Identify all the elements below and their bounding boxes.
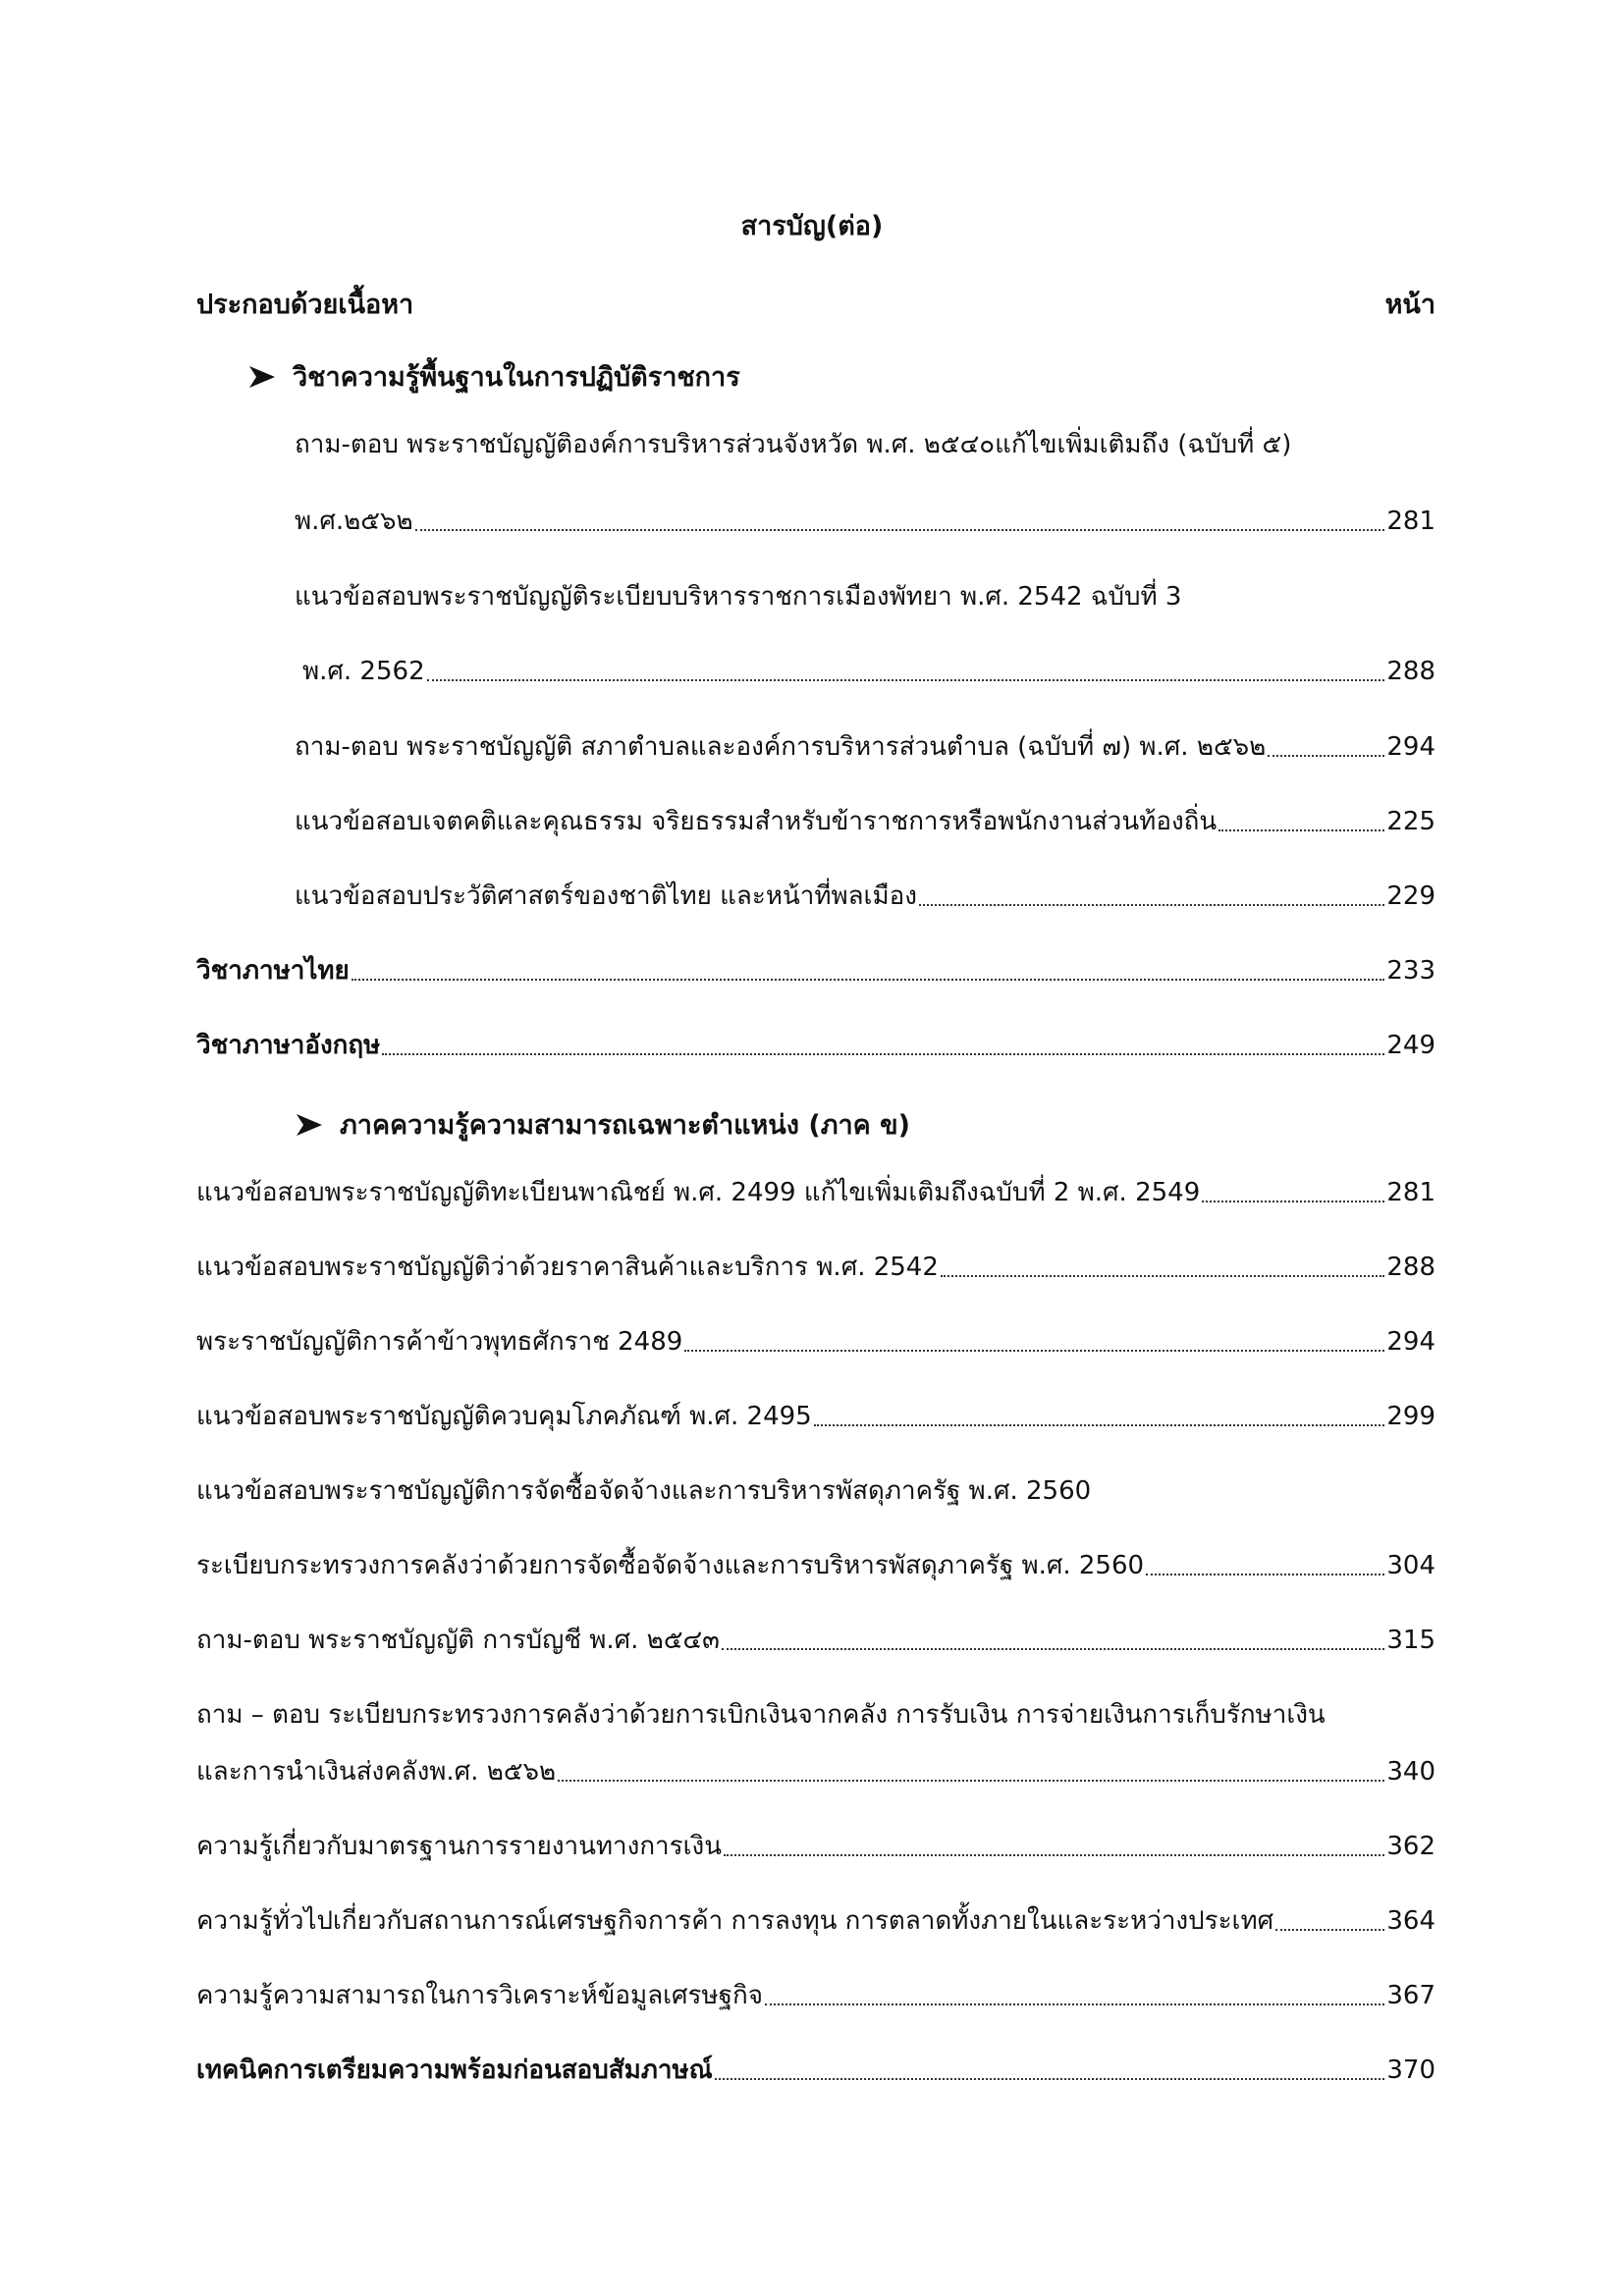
toc-entry[interactable] [196, 1977, 1435, 2014]
toc-entry-thai[interactable] [196, 952, 1435, 989]
leader-dots [814, 1424, 1385, 1426]
content-header: ประกอบด้วยเนื้อหา [196, 290, 414, 320]
section-heading-position-knowledge [295, 1103, 910, 1146]
toc-entry-text: ความรู้ทั่วไปเกี่ยวกับสถานการณ์เศรษฐกิจการค้า การลงทุน การตลาดทั้งภายในและระหว่างประเทศ [196, 1906, 1274, 1936]
toc-page-number: 294 [1386, 1327, 1435, 1357]
leader-dots [427, 679, 1385, 681]
toc-entry-text: วิชาภาษาไทย [196, 956, 350, 986]
page-title: สารบัญ(ต่อ) [740, 211, 884, 241]
toc-page-number: 225 [1386, 807, 1435, 836]
toc-entry-text: แนวข้อสอบเจตคติและคุณธรรม จริยธรรมสำหรับข้าราชการหรือพนักงานส่วนท้องถิ่น [295, 807, 1218, 836]
toc-entry-interview[interactable] [196, 2052, 1435, 2089]
toc-entry[interactable] [196, 1622, 1435, 1659]
toc-page-number: 367 [1386, 1981, 1435, 2010]
toc-entry-text: เทคนิคการเตรียมความพร้อมก่อนสอบสัมภาษณ์ [196, 2056, 713, 2085]
arrow-bullet-icon [247, 364, 277, 390]
toc-entry-line1: แนวข้อสอบพระราชบัญญัติระเบียบบริหารราชการเมืองพัทยา พ.ศ. 2542 ฉบับที่ 3 [295, 582, 1182, 612]
toc-page-number: 233 [1386, 956, 1435, 986]
toc-entry[interactable] [196, 1174, 1435, 1211]
toc-entry[interactable] [196, 1398, 1435, 1435]
toc-page-number: 249 [1386, 1031, 1435, 1060]
leader-dots [765, 2003, 1384, 2005]
toc-entry-text: ระเบียบกระทรวงการคลังว่าด้วยการจัดซื้อจัดจ้างและการบริหารพัสดุภาครัฐ พ.ศ. 2560 [196, 1551, 1145, 1580]
toc-entry-english[interactable] [196, 1027, 1435, 1064]
toc-header [196, 283, 1435, 325]
toc-entry-text: ถาม-ตอบ พระราชบัญญัติ การบัญชี พ.ศ. ๒๕๔๓ [196, 1626, 720, 1655]
toc-entry-line1: ถาม-ตอบ พระราชบัญญัติองค์การบริหารส่วนจังหวัด พ.ศ. ๒๕๔๐แก้ไขเพิ่มเติมถึง (ฉบับที่ ๕) [295, 430, 1292, 459]
leader-dots [724, 1854, 1384, 1856]
toc-page-number: 281 [1386, 1178, 1435, 1207]
toc-entry-line1: แนวข้อสอบพระราชบัญญัติการจัดซื้อจัดจ้างและการบริหารพัสดุภาครัฐ พ.ศ. 2560 [196, 1476, 1092, 1506]
leader-dots [1146, 1574, 1384, 1575]
leader-dots [684, 1350, 1384, 1352]
section-heading-text: ภาคความรู้ความสามารถเฉพาะตำแหน่ง (ภาค ข) [340, 1110, 910, 1141]
toc-page-number: 288 [1386, 657, 1435, 686]
toc-entry-text: ความรู้ความสามารถในการวิเคราะห์ข้อมูลเศรษฐกิจ [196, 1981, 763, 2010]
leader-dots [722, 1648, 1384, 1650]
leader-dots [352, 979, 1385, 981]
toc-entry-text: ถาม-ตอบ พระราชบัญญัติ สภาตำบลและองค์การบริหารส่วนตำบล (ฉบับที่ ๗) พ.ศ. ๒๕๖๒ [295, 732, 1267, 762]
leader-dots [1202, 1201, 1384, 1202]
leader-dots [919, 904, 1384, 906]
toc-entry-text: และการนำเงินส่งคลังพ.ศ. ๒๕๖๒ [196, 1757, 557, 1787]
toc-entry[interactable] [295, 803, 1435, 840]
toc-entry[interactable] [196, 1547, 1435, 1584]
toc-page-number: 304 [1386, 1551, 1435, 1580]
arrow-bullet-icon [295, 1112, 324, 1138]
toc-entry[interactable] [196, 1323, 1435, 1361]
toc-page-number: 281 [1386, 507, 1435, 536]
toc-entry-text: แนวข้อสอบพระราชบัญญัติว่าด้วยราคาสินค้าและบริการ พ.ศ. 2542 [196, 1253, 939, 1282]
toc-entry-text: พ.ศ.๒๕๖๒ [295, 507, 413, 536]
leader-dots [715, 2078, 1385, 2080]
leader-dots [1218, 829, 1384, 831]
toc-page-number: 299 [1386, 1402, 1435, 1431]
toc-page-number: 315 [1386, 1626, 1435, 1655]
toc-entry-text: พ.ศ. 2562 [302, 657, 425, 686]
leader-dots [558, 1780, 1384, 1782]
toc-entry[interactable] [196, 1753, 1435, 1790]
toc-entry[interactable] [196, 1902, 1435, 1940]
leader-dots [1268, 755, 1384, 757]
toc-entry-line1: ถาม – ตอบ ระเบียบกระทรวงการคลังว่าด้วยการเบิกเงินจากคลัง การรับเงิน การจ่ายเงินการเก็บรักษาเงิน [196, 1700, 1326, 1730]
toc-page-number: 362 [1386, 1832, 1435, 1861]
toc-entry[interactable] [295, 503, 1435, 540]
section-heading-text: วิชาความรู้พื้นฐานในการปฏิบัติราชการ [293, 362, 740, 393]
leader-dots [941, 1275, 1384, 1277]
toc-page-number: 288 [1386, 1253, 1435, 1282]
leader-dots [415, 529, 1385, 531]
toc-entry-text: วิชาภาษาอังกฤษ [196, 1031, 381, 1060]
toc-entry[interactable] [302, 653, 1435, 690]
toc-entry-text: แนวข้อสอบพระราชบัญญัติทะเบียนพาณิชย์ พ.ศ. 2499 แก้ไขเพิ่มเติมถึงฉบับที่ 2 พ.ศ. 2549 [196, 1178, 1201, 1207]
toc-entry[interactable] [295, 878, 1435, 915]
toc-entry-text: ความรู้เกี่ยวกับมาตรฐานการรายงานทางการเงิน [196, 1832, 722, 1861]
toc-page-number: 370 [1386, 2056, 1435, 2085]
toc-entry-text: พระราชบัญญัติการค้าข้าวพุทธศักราช 2489 [196, 1327, 683, 1357]
toc-entry[interactable] [196, 1249, 1435, 1286]
section-heading-basic-knowledge [247, 355, 740, 398]
leader-dots [382, 1053, 1384, 1055]
toc-page-number: 364 [1386, 1906, 1435, 1936]
toc-entry-text: แนวข้อสอบประวัติศาสตร์ของชาติไทย และหน้าที่พลเมือง [295, 881, 917, 911]
toc-entry-text: แนวข้อสอบพระราชบัญญัติควบคุมโภคภัณฑ์ พ.ศ. 2495 [196, 1402, 812, 1431]
toc-entry[interactable] [295, 728, 1435, 766]
toc-page-number: 340 [1386, 1757, 1435, 1787]
toc-entry[interactable] [196, 1828, 1435, 1865]
leader-dots [1275, 1929, 1384, 1931]
toc-page-number: 229 [1386, 881, 1435, 911]
toc-page-number: 294 [1386, 732, 1435, 762]
page-header: หน้า [1384, 290, 1435, 320]
